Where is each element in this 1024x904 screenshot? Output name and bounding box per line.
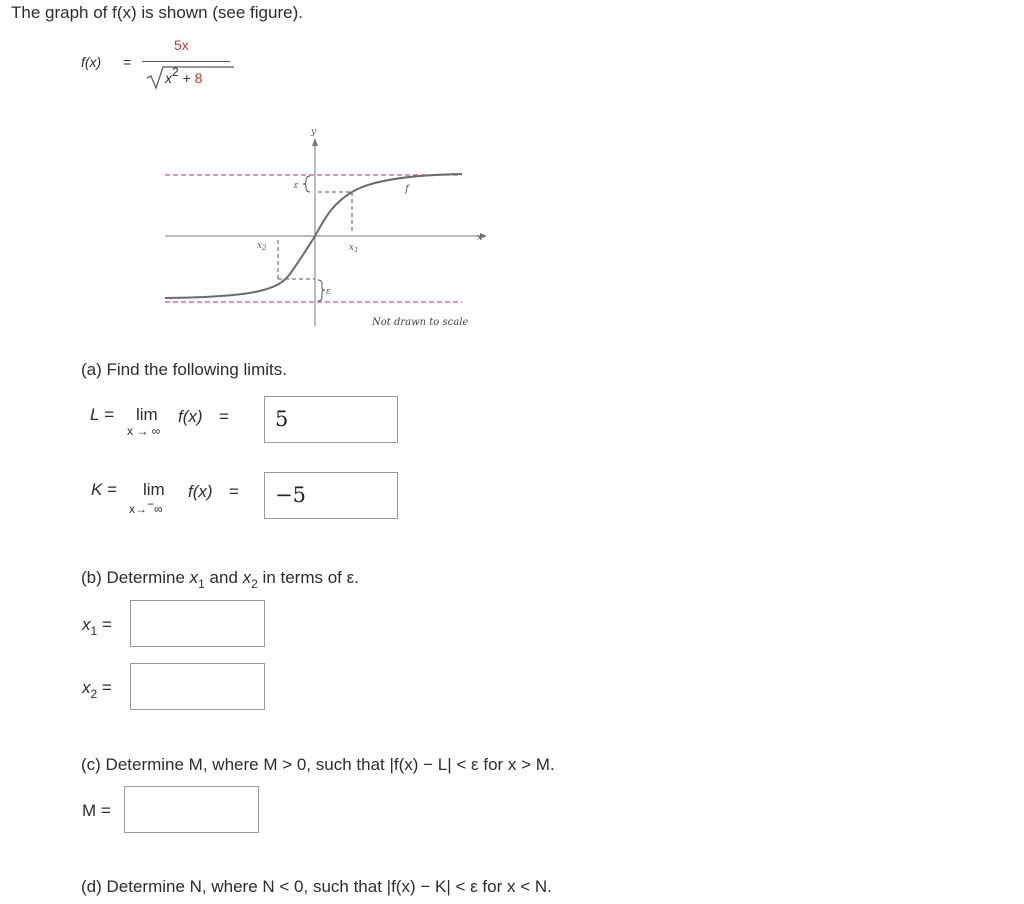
L-limit-subscript: x → ∞ xyxy=(127,424,161,438)
curve-label: f xyxy=(405,184,409,195)
graph-figure xyxy=(160,122,490,334)
part-b-heading: (b) Determine $x_1$ and $x_2$ in terms of ε. xyxy=(81,568,359,591)
y-axis-arrow-icon xyxy=(312,138,318,146)
L-lim: lim xyxy=(136,405,158,424)
x1-answer-field[interactable] xyxy=(130,600,265,647)
L-label: L = xyxy=(90,405,115,424)
M-label: M = xyxy=(82,801,111,820)
part-d-heading: (d) Determine N, where N < 0, such that |f(x) − K| < ε for x < N. xyxy=(81,877,552,896)
L-answer-field[interactable]: 5 xyxy=(264,396,398,443)
K-answer-field[interactable]: −5 xyxy=(264,472,398,519)
x2-label: $x_2$ = xyxy=(82,678,112,701)
not-to-scale-note: Not drawn to scale xyxy=(372,317,469,328)
fraction-bar xyxy=(142,61,230,62)
formula-lhs: f(x) xyxy=(81,54,102,70)
denominator-constant: 8 xyxy=(194,70,203,86)
x1-label: $x_1$ = xyxy=(82,615,112,638)
K-lim: lim xyxy=(143,480,165,499)
lower-epsilon-label: ε xyxy=(326,287,331,297)
denominator-plus: + xyxy=(182,70,191,86)
K-limit-subscript: x→−∞ xyxy=(129,497,163,516)
part-a-heading: (a) Find the following limits. xyxy=(81,360,287,379)
formula-denominator xyxy=(165,65,203,86)
formula-equals: = xyxy=(123,54,132,70)
x-axis-label: x xyxy=(477,233,483,243)
K-label: K = xyxy=(91,480,117,499)
x2-answer-field[interactable] xyxy=(130,663,265,710)
denominator-base: x xyxy=(165,70,172,86)
upper-epsilon-label: ε xyxy=(294,181,299,191)
denominator-exponent: 2 xyxy=(172,65,179,79)
lower-epsilon-brace xyxy=(318,280,325,301)
x2-figure-label: $x_2$ xyxy=(257,241,267,252)
y-axis-label: y xyxy=(311,127,317,137)
x1-figure-label: $x_1$ xyxy=(349,243,359,254)
L-equals: = xyxy=(219,407,229,426)
intro-text: The graph of f(x) is shown (see figure). xyxy=(11,3,303,22)
L-fx: f(x) xyxy=(178,407,203,426)
formula-numerator: 5x xyxy=(174,37,189,53)
M-answer-field[interactable] xyxy=(124,786,259,833)
upper-epsilon-brace xyxy=(303,176,310,192)
K-equals: = xyxy=(229,482,239,501)
part-c-heading: (c) Determine M, where M > 0, such that |f(x) − L| < ε for x > M. xyxy=(81,755,555,774)
K-fx: f(x) xyxy=(188,482,213,501)
